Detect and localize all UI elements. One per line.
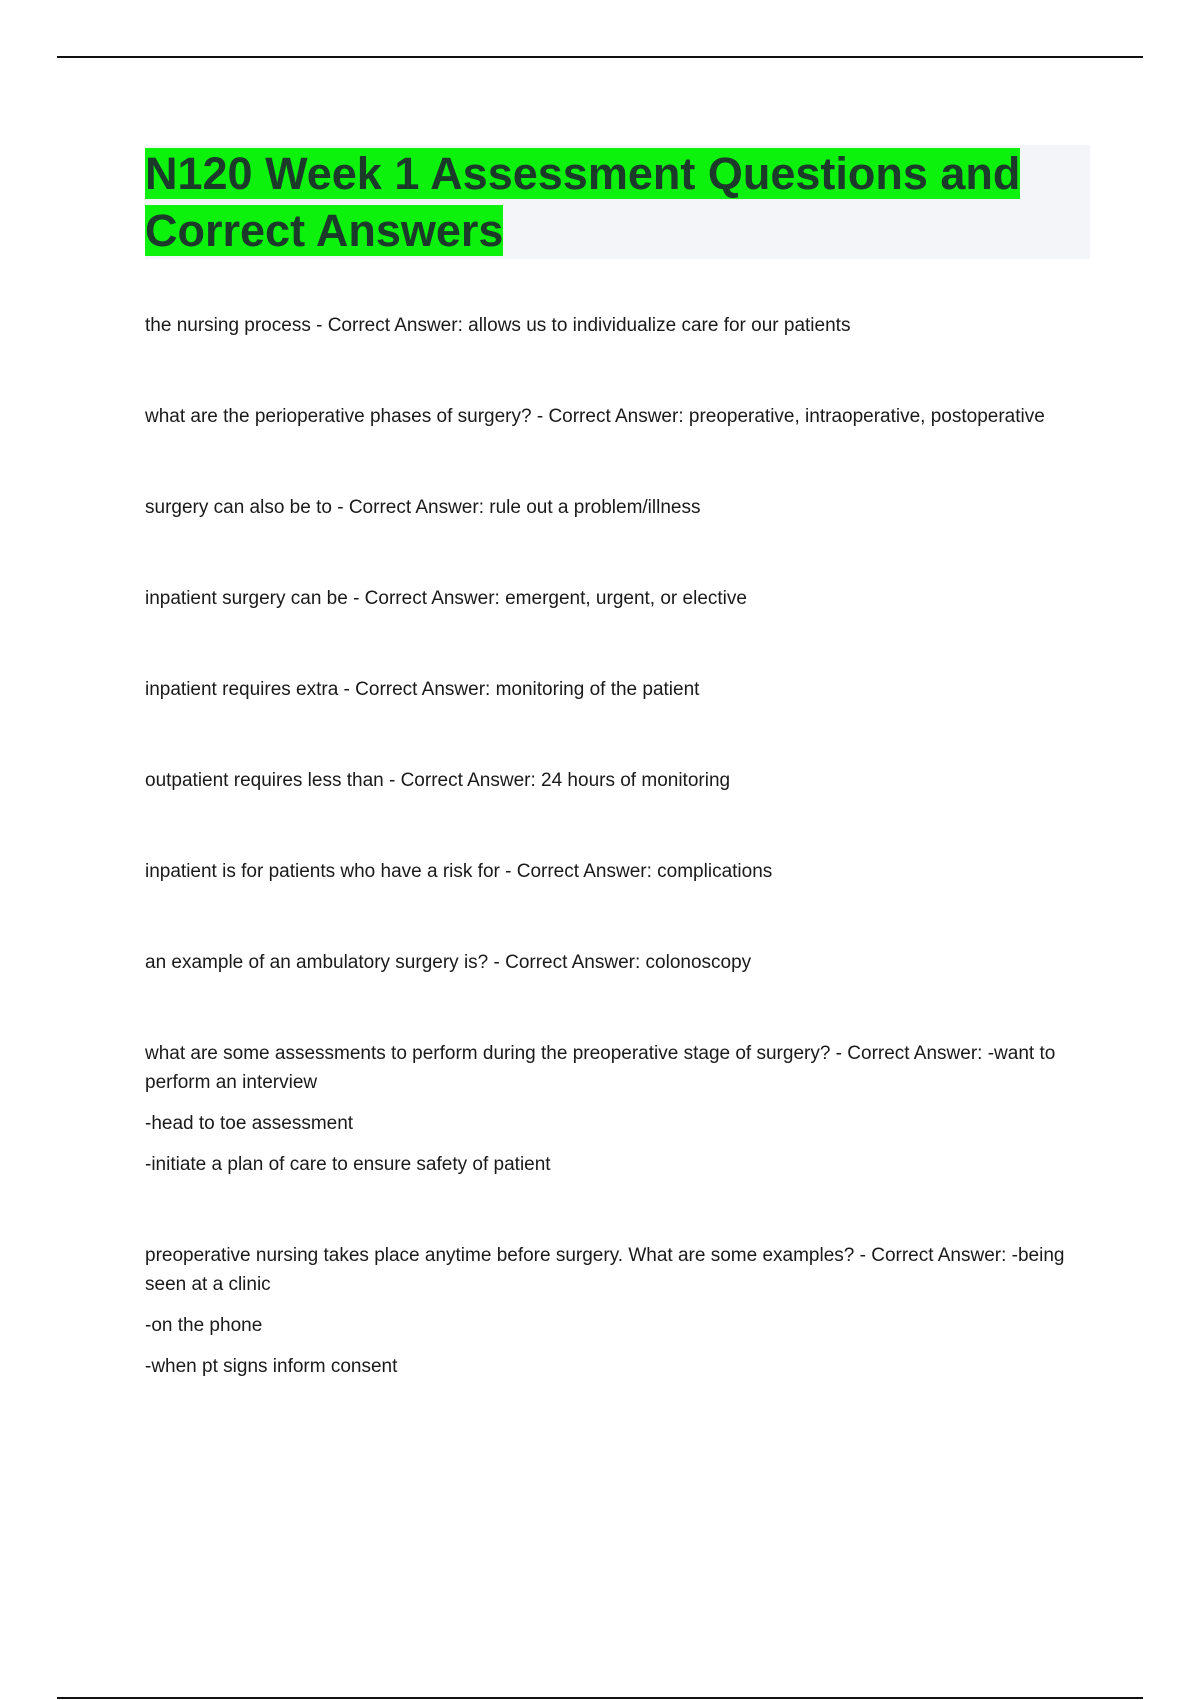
title-block <box>145 145 1090 259</box>
qa-item-9 <box>145 1039 1075 1179</box>
qa-text: the nursing process - Correct Answer: allows us to individualize care for our patients <box>145 315 851 336</box>
document-title-text: N120 Week 1 Assessment Questions and Correct Answers <box>145 148 1021 256</box>
qa-item-4 <box>145 584 1075 613</box>
qa-item-3 <box>145 493 1075 522</box>
document-body <box>145 145 1090 1443</box>
qa-item-7 <box>145 857 1075 886</box>
qa-text: inpatient is for patients who have a risk for - Correct Answer: complications <box>145 861 773 882</box>
qa-answer-bullet: -on the phone <box>145 1315 263 1336</box>
qa-text: what are some assessments to perform during the preoperative stage of surgery? - Correct Answer: -want to perform an interview <box>145 1043 1056 1093</box>
qa-text: preoperative nursing takes place anytime before surgery. What are some examples? - Correct Answer: -being seen at a clinic <box>145 1245 1065 1295</box>
document-title <box>145 145 1090 259</box>
footer-rule <box>57 1697 1143 1699</box>
qa-text: inpatient requires extra - Correct Answer: monitoring of the patient <box>145 679 700 700</box>
qa-text: what are the perioperative phases of surgery? - Correct Answer: preoperative, intraoperative, postoperative <box>145 406 1045 427</box>
qa-item-2 <box>145 402 1075 431</box>
qa-text: surgery can also be to - Correct Answer: rule out a problem/illness <box>145 497 701 518</box>
qa-text: an example of an ambulatory surgery is? - Correct Answer: colonoscopy <box>145 952 752 973</box>
qa-item-8 <box>145 948 1075 977</box>
qa-text: outpatient requires less than - Correct Answer: 24 hours of monitoring <box>145 770 731 791</box>
qa-text: inpatient surgery can be - Correct Answer: emergent, urgent, or elective <box>145 588 747 609</box>
qa-item-1 <box>145 311 1075 340</box>
qa-item-6 <box>145 766 1075 795</box>
qa-answer-bullet: -when pt signs inform consent <box>145 1356 398 1377</box>
qa-answer-bullet: -initiate a plan of care to ensure safety of patient <box>145 1154 551 1175</box>
qa-item-5 <box>145 675 1075 704</box>
qa-item-10 <box>145 1241 1075 1381</box>
qa-answer-bullet: -head to toe assessment <box>145 1113 354 1134</box>
header-rule <box>57 56 1143 58</box>
